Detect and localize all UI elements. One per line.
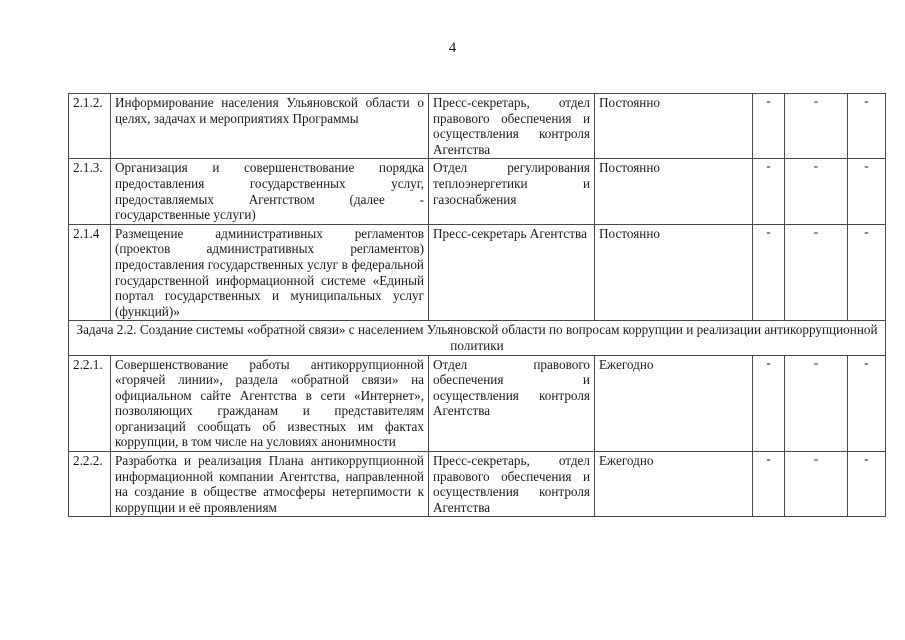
table-row xyxy=(69,355,886,452)
measure-name: Размещение административных регламентов (проектов административных регламентов) предоставления государственных услуг в федеральной государственной информационной системе «Единый портал государственных и муниципальных услуг (функций)» xyxy=(111,224,429,321)
executor: Пресс-секретарь Агентства xyxy=(429,224,595,321)
executor: Пресс-секретарь, отдел правового обеспечения и осуществления контроля Агентства xyxy=(429,94,595,159)
funding-cell-2: - xyxy=(785,355,848,452)
funding-cell-1: - xyxy=(753,452,785,517)
row-number: 2.2.1. xyxy=(69,355,111,452)
funding-cell-3: - xyxy=(848,355,886,452)
funding-cell-3: - xyxy=(848,159,886,224)
executor: Пресс-секретарь, отдел правового обеспечения и осуществления контроля Агентства xyxy=(429,452,595,517)
table-row xyxy=(69,452,886,517)
funding-cell-1: - xyxy=(753,159,785,224)
measure-name: Совершенствование работы антикоррупционной «горячей линии», раздела «обратной связи» на официальном сайте Агентства в сети «Интернет», позволяющих гражданам и представителям организаций сообщать об известных им фактах коррупции, в том числе на условиях анонимности xyxy=(111,355,429,452)
measure-name: Разработка и реализация Плана антикоррупционной информационной компании Агентства, направленной на создание в обществе атмосферы нетерпимости к коррупции и её проявлениям xyxy=(111,452,429,517)
task-heading: Задача 2.2. Создание системы «обратной связи» с населением Ульяновской области по вопросам коррупции и реализации антикоррупционной политики xyxy=(69,321,886,355)
task-heading-row xyxy=(69,321,886,355)
funding-cell-2: - xyxy=(785,452,848,517)
funding-cell-3: - xyxy=(848,452,886,517)
funding-cell-2: - xyxy=(785,159,848,224)
measure-name: Информирование населения Ульяновской области о целях, задачах и мероприятиях Программы xyxy=(111,94,429,159)
measures-table xyxy=(68,93,886,517)
row-number: 2.2.2. xyxy=(69,452,111,517)
executor: Отдел правового обеспечения и осуществления контроля Агентства xyxy=(429,355,595,452)
row-number: 2.1.4 xyxy=(69,224,111,321)
term: Ежегодно xyxy=(595,452,753,517)
page-number: 4 xyxy=(448,40,457,56)
table-row xyxy=(69,94,886,159)
term: Постоянно xyxy=(595,224,753,321)
table-row xyxy=(69,224,886,321)
funding-cell-3: - xyxy=(848,224,886,321)
funding-cell-2: - xyxy=(785,224,848,321)
funding-cell-2: - xyxy=(785,94,848,159)
row-number: 2.1.2. xyxy=(69,94,111,159)
term: Постоянно xyxy=(595,159,753,224)
measure-name: Организация и совершенствование порядка предоставления государственных услуг, предоставляемых Агентством (далее - государственные услуги) xyxy=(111,159,429,224)
funding-cell-3: - xyxy=(848,94,886,159)
funding-cell-1: - xyxy=(753,224,785,321)
executor: Отдел регулирования теплоэнергетики и газоснабжения xyxy=(429,159,595,224)
funding-cell-1: - xyxy=(753,355,785,452)
row-number: 2.1.3. xyxy=(69,159,111,224)
funding-cell-1: - xyxy=(753,94,785,159)
term: Ежегодно xyxy=(595,355,753,452)
table-row xyxy=(69,159,886,224)
term: Постоянно xyxy=(595,94,753,159)
